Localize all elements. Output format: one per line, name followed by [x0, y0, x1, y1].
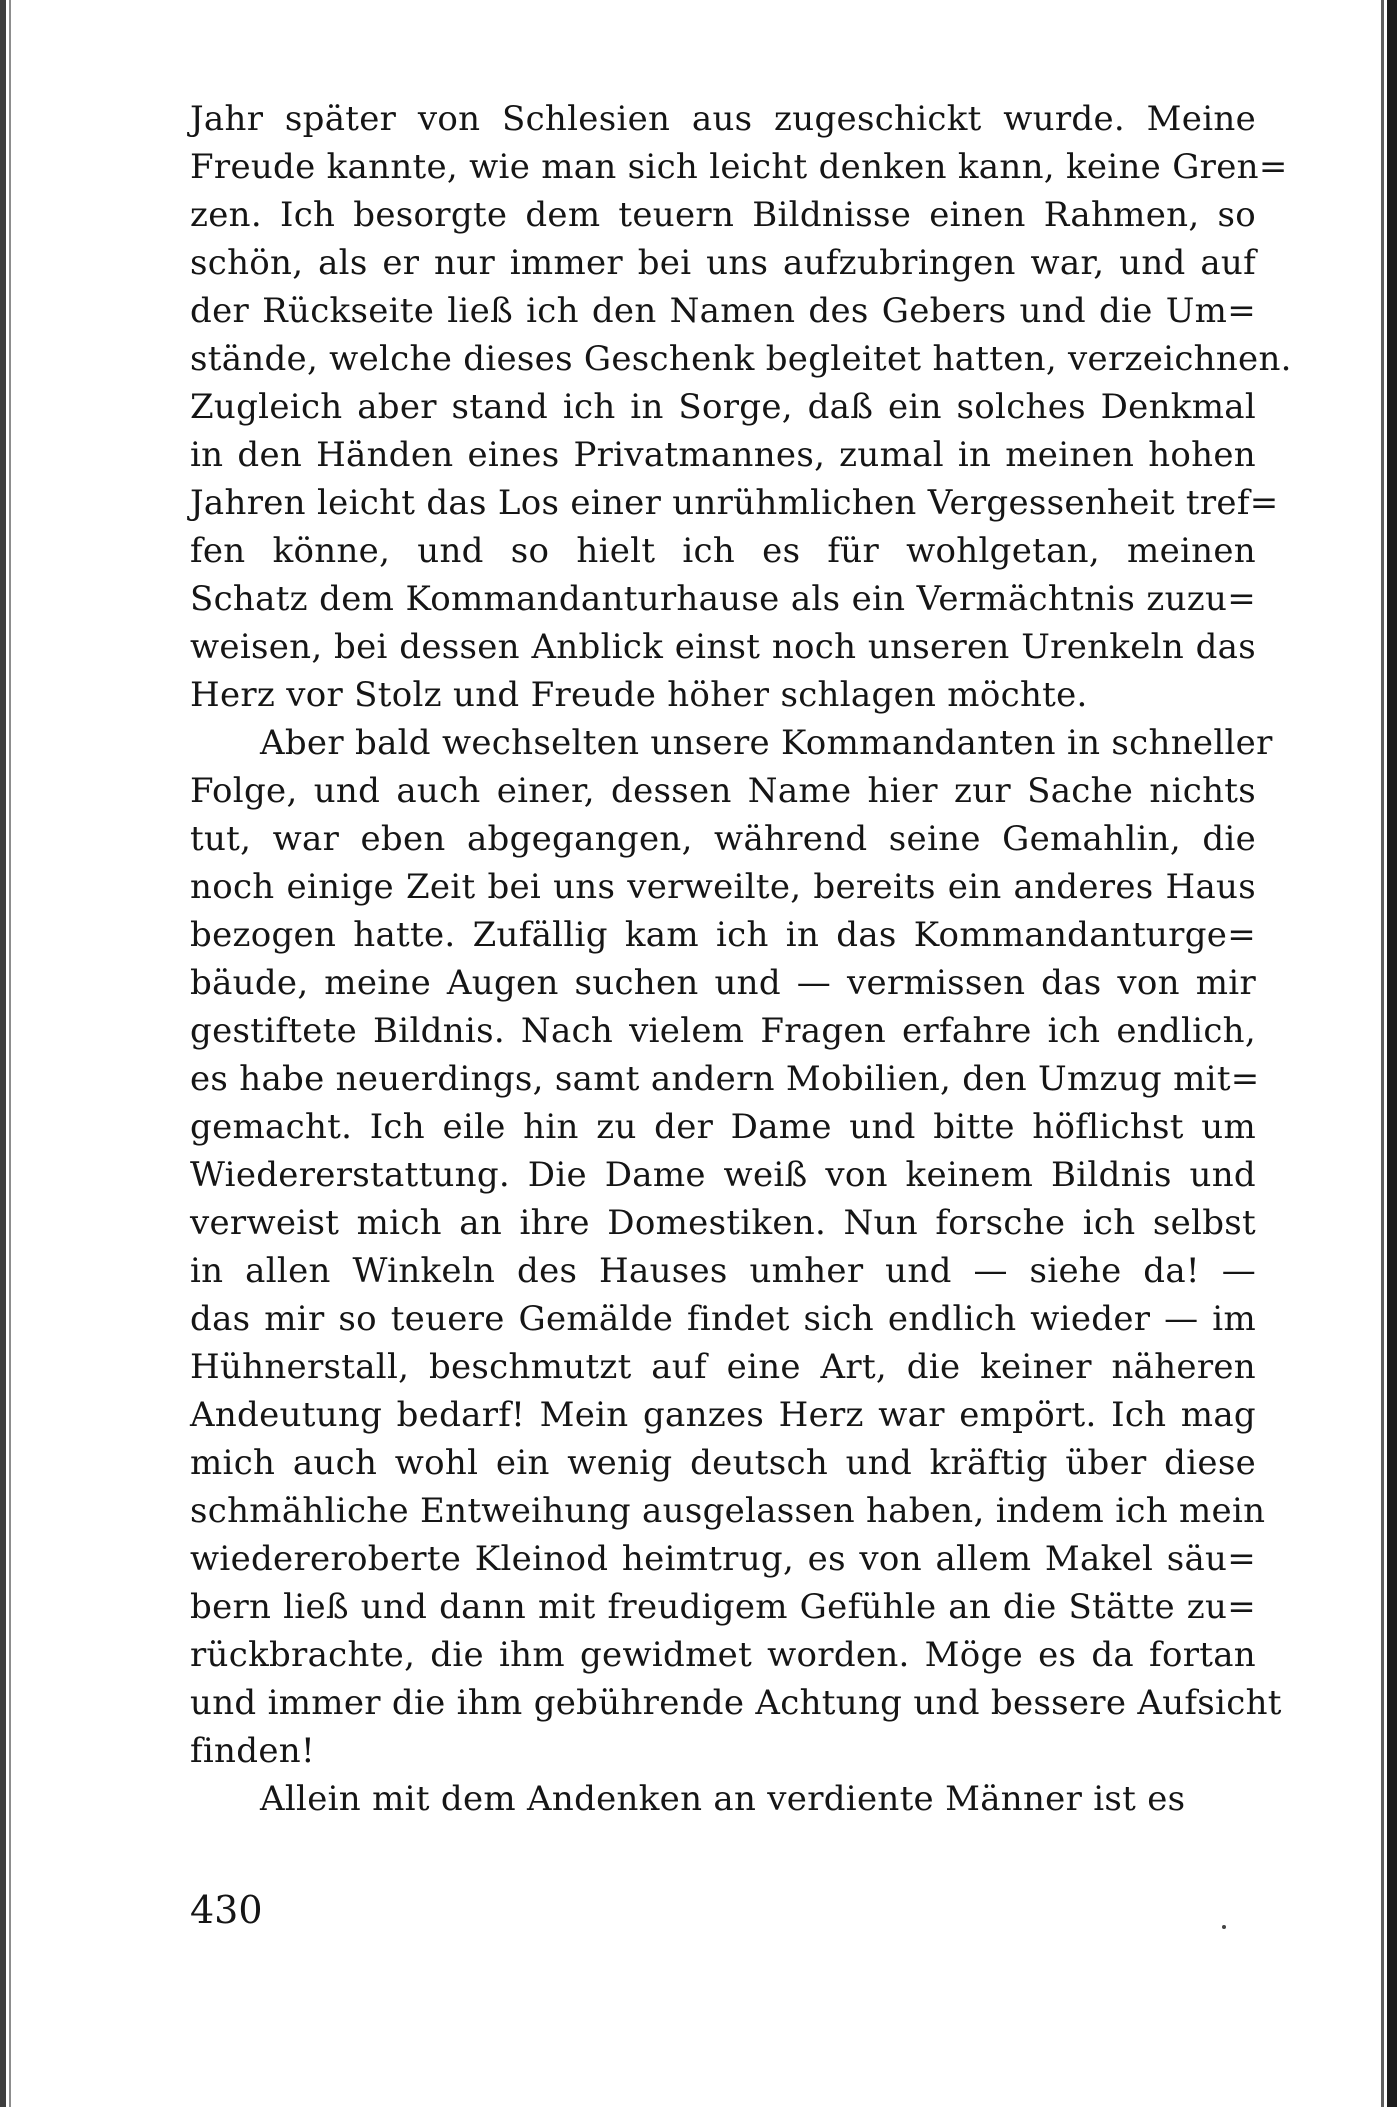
text-line: fen könne, und so hielt ich es für wohlgetan, meinen [190, 531, 1256, 571]
text-line: gestiftete Bildnis. Nach vielem Fragen erfahre ich endlich, [190, 1011, 1256, 1051]
text-line: Schatz dem Kommandanturhause als ein Vermächtnis zuzu= [190, 579, 1256, 619]
text-line: es habe neuerdings, samt andern Mobilien, den Umzug mit= [190, 1059, 1260, 1099]
text-line: Folge, und auch einer, dessen Name hier zur Sache nichts [190, 771, 1256, 811]
text-line: Hühnerstall, beschmutzt auf eine Art, die keiner näheren [190, 1347, 1256, 1387]
text-line: verweist mich an ihre Domestiken. Nun forsche ich selbst [190, 1203, 1256, 1243]
text-line: bezogen hatte. Zufällig kam ich in das Kommandanturge= [190, 915, 1256, 955]
scan-speck [1222, 1925, 1226, 1929]
page-number: 430 [190, 1888, 263, 1932]
text-line: Andeutung bedarf! Mein ganzes Herz war empört. Ich mag [190, 1395, 1256, 1435]
text-line: Zugleich aber stand ich in Sorge, daß ein solches Denkmal [190, 387, 1256, 427]
text-line: Wiedererstattung. Die Dame weiß von keinem Bildnis und [190, 1155, 1256, 1195]
scan-edge-right [1387, 0, 1397, 2107]
text-line: Freude kannte, wie man sich leicht denken kann, keine Gren= [190, 147, 1288, 187]
text-line: gemacht. Ich eile hin zu der Dame und bitte höflichst um [190, 1107, 1256, 1147]
paragraph [190, 719, 1282, 1775]
text-line: schön, als er nur immer bei uns aufzubringen war, und auf [190, 243, 1256, 283]
text-line: in allen Winkeln des Hauses umher und — siehe da! — [190, 1251, 1256, 1291]
text-line: rückbrachte, die ihm gewidmet worden. Möge es da fortan [190, 1635, 1256, 1675]
text-line: mich auch wohl ein wenig deutsch und kräftig über diese [190, 1443, 1256, 1483]
text-line: weisen, bei dessen Anblick einst noch unseren Urenkeln das [190, 627, 1256, 667]
text-line: stände, welche dieses Geschenk begleitet hatten, verzeichnen. [190, 339, 1292, 379]
text-line: Allein mit dem Andenken an verdiente Männer ist es [260, 1779, 1186, 1819]
paragraph [190, 95, 1292, 719]
text-line: bäude, meine Augen suchen und — vermissen das von mir [190, 963, 1256, 1003]
text-line: bern ließ und dann mit freudigem Gefühle an die Stätte zu= [190, 1587, 1256, 1627]
text-line: Herz vor Stolz und Freude höher schlagen möchte. [190, 675, 1088, 715]
text-line: und immer die ihm gebührende Achtung und bessere Aufsicht [190, 1683, 1282, 1723]
text-line: wiedereroberte Kleinod heimtrug, es von allem Makel säu= [190, 1539, 1256, 1579]
scan-edge-right-inner [1381, 0, 1384, 2107]
text-line: Jahr später von Schlesien aus zugeschickt wurde. Meine [190, 99, 1256, 139]
text-line: schmähliche Entweihung ausgelassen haben, indem ich mein [190, 1491, 1266, 1531]
scan-edge-left-inner [9, 0, 11, 2107]
text-line: zen. Ich besorgte dem teuern Bildnisse einen Rahmen, so [190, 195, 1256, 235]
text-line: in den Händen eines Privatmannes, zumal in meinen hohen [190, 435, 1256, 475]
text-line: tut, war eben abgegangen, während seine Gemahlin, die [190, 819, 1256, 859]
text-line: der Rückseite ließ ich den Namen des Gebers und die Um= [190, 291, 1256, 331]
body-text [190, 95, 1292, 1823]
text-line: finden! [190, 1731, 315, 1771]
text-line: Aber bald wechselten unsere Kommandanten in schneller [260, 723, 1273, 763]
text-line: Jahren leicht das Los einer unrühmlichen Vergessenheit tref= [190, 483, 1279, 523]
text-line: das mir so teuere Gemälde findet sich endlich wieder — im [190, 1299, 1256, 1339]
paragraph [190, 1775, 1256, 1823]
text-line: noch einige Zeit bei uns verweilte, bereits ein anderes Haus [190, 867, 1256, 907]
scan-edge-left [0, 0, 6, 2107]
